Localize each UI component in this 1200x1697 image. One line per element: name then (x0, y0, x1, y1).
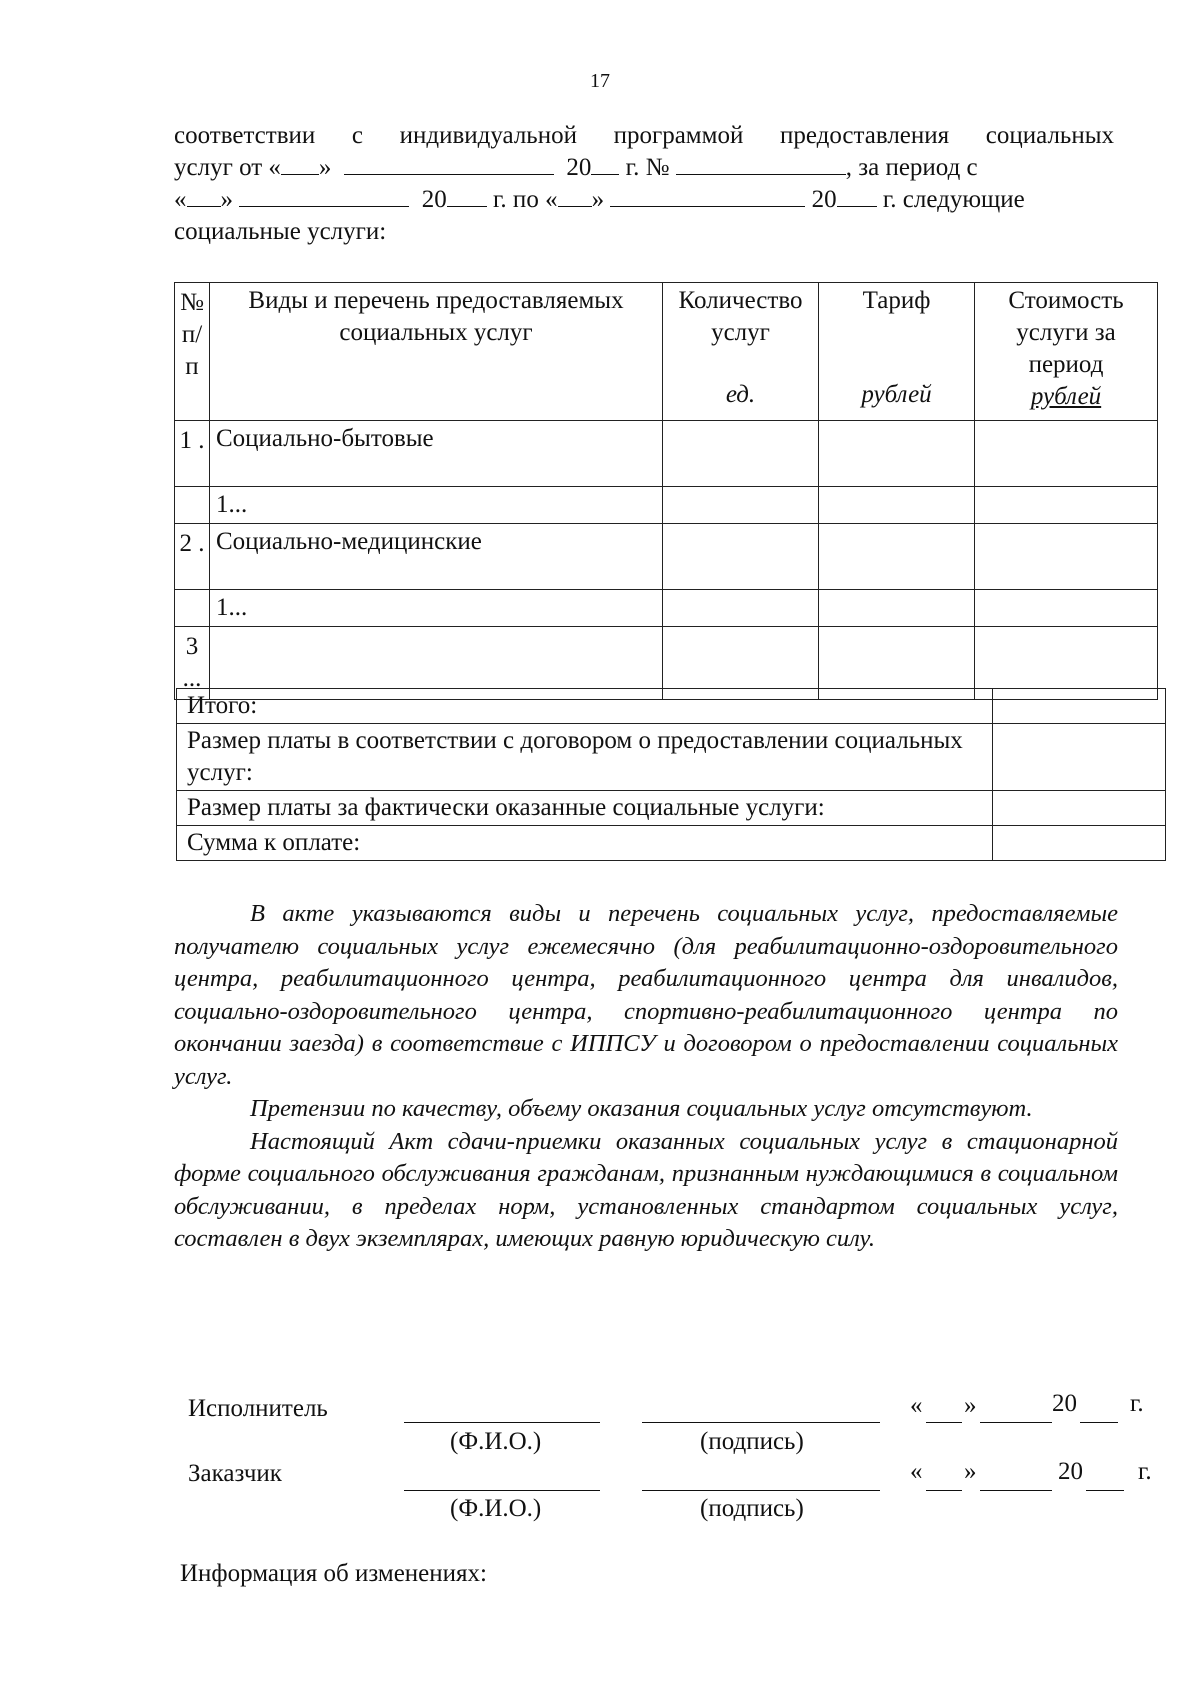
executor-label: Исполнитель (188, 1395, 328, 1422)
note-paragraph-1: В акте указываются виды и перечень социальных услуг, предоставляемые получателю социальных услуг ежемесячно (для реабилитационно-оздоровительного центра, реабилитационного центра, реабилитационного центра для инвалидов, социально-оздоровительного центра, спортивно-реабилитационного центра по окончании заезда) в соответствие с ИППСУ и договором о предоставлении социальных услуг. (174, 900, 1118, 1090)
executor-signature-line (642, 1422, 880, 1423)
table-row (175, 421, 1158, 487)
intro-text: г. по « (493, 186, 558, 213)
intro-text: 20 (566, 154, 592, 181)
row-no: 2 . (175, 524, 210, 590)
row-qty (663, 590, 819, 627)
row-kind: Социально-бытовые (210, 421, 663, 487)
table-row (175, 590, 1158, 627)
intro-text: , за период с (845, 154, 978, 181)
header-cost-unit: рублей (1030, 383, 1102, 410)
totals-row (177, 689, 1166, 724)
blank-day (281, 152, 319, 175)
intro-line-3 (174, 184, 1114, 216)
customer-date-open: « (910, 1458, 923, 1485)
header-qty-unit: ед. (725, 381, 756, 408)
header-no: № п/п (175, 283, 210, 421)
customer-fio-caption: (Ф.И.О.) (450, 1495, 542, 1522)
totals-row (177, 724, 1166, 791)
header-qty (663, 283, 819, 421)
customer-year-prefix: 20 (1058, 1458, 1083, 1485)
row-qty (663, 487, 819, 524)
customer-year-suffix: г. (1138, 1458, 1152, 1485)
executor-year-suffix: г. (1130, 1390, 1144, 1417)
blank-year (447, 184, 487, 207)
totals-row (177, 791, 1166, 826)
totals-sum-value (993, 826, 1166, 861)
row-tariff (819, 524, 975, 590)
customer-year-line (1086, 1490, 1124, 1491)
header-cost-label: Стоимость услуги за период (1008, 287, 1124, 378)
intro-text: » (591, 186, 605, 213)
totals-table (176, 688, 1166, 861)
executor-fio-caption: (Ф.И.О.) (450, 1428, 542, 1455)
row-cost (975, 487, 1158, 524)
row-qty (663, 524, 819, 590)
blank-month (610, 184, 805, 207)
row-tariff (819, 421, 975, 487)
customer-signature-line (642, 1490, 880, 1491)
header-qty-label: Количество услуг (678, 287, 803, 346)
services-table (174, 282, 1158, 700)
changes-info: Информация об изменениях: (180, 1560, 487, 1587)
page-number: 17 (590, 70, 610, 92)
header-kind: Виды и перечень предоставляемых социальных услуг (210, 283, 663, 421)
row-no (175, 487, 210, 524)
intro-text: 20 (421, 186, 447, 213)
row-kind: 1... (210, 487, 663, 524)
blank-day (558, 184, 592, 207)
executor-date-month-line (980, 1422, 1052, 1423)
row-cost (975, 421, 1158, 487)
executor-date-day-line (926, 1422, 962, 1423)
intro-text: » (318, 154, 332, 181)
header-tariff (819, 283, 975, 421)
customer-signature-caption: (подпись) (700, 1495, 804, 1522)
note-paragraph-3: Настоящий Акт сдачи-приемки оказанных социальных услуг в стационарной форме социального обслуживания гражданам, признанным нуждающимися в социальном обслуживании, в пределах норм, установленных стандартом социальных услуг, составлен в двух экземплярах, имеющих равную юридическую силу. (174, 1127, 1118, 1252)
intro-paragraph (174, 120, 1114, 248)
intro-text: 20 (811, 186, 837, 213)
executor-date-open: « (910, 1392, 923, 1419)
totals-row (177, 826, 1166, 861)
blank-number (676, 152, 846, 175)
blank-month (239, 184, 409, 207)
header-tariff-label: Тариф (862, 287, 931, 314)
customer-date-day-line (926, 1490, 962, 1491)
blank-year (837, 184, 877, 207)
totals-sum-label: Сумма к оплате: (177, 826, 993, 861)
note-paragraph-2: Претензии по качеству, объему оказания социальных услуг отсутствуют. (250, 1095, 1033, 1122)
blank-month (344, 152, 554, 175)
table-header-row (175, 283, 1158, 421)
row-cost (975, 590, 1158, 627)
header-tariff-unit: рублей (861, 381, 932, 408)
blank-day (187, 184, 221, 207)
executor-signature-caption: (подпись) (700, 1428, 804, 1455)
table-row (175, 487, 1158, 524)
notes-block (174, 898, 1118, 1256)
totals-actual-fee-label: Размер платы за фактически оказанные социальные услуги: (177, 791, 993, 826)
executor-year-line (1080, 1422, 1118, 1423)
intro-text: г. следующие (882, 186, 1025, 213)
intro-line-4: социальные услуги: (174, 218, 387, 245)
customer-label: Заказчик (188, 1460, 282, 1487)
row-cost (975, 524, 1158, 590)
totals-itogo-value (993, 689, 1166, 724)
totals-contract-fee-value (993, 724, 1166, 791)
row-tariff (819, 590, 975, 627)
customer-fio-line (404, 1490, 600, 1491)
intro-text: » (220, 186, 233, 213)
executor-fio-line (404, 1422, 600, 1423)
row-kind: 1... (210, 590, 663, 627)
row-no: 3 ... (175, 627, 210, 700)
intro-text: услуг от « (174, 154, 281, 181)
customer-date-month-line (980, 1490, 1052, 1491)
row-kind: Социально-медицинские (210, 524, 663, 590)
table-row (175, 524, 1158, 590)
intro-line-2 (174, 152, 1114, 184)
intro-line-1: соответствии с индивидуальной программой предоставления социальных (174, 122, 1114, 149)
row-tariff (819, 487, 975, 524)
row-no: 1 . (175, 421, 210, 487)
customer-date-close: » (964, 1458, 977, 1485)
blank-year (591, 152, 619, 175)
executor-date-close: » (964, 1392, 977, 1419)
totals-actual-fee-value (993, 791, 1166, 826)
intro-text: « (174, 186, 187, 213)
header-cost (975, 283, 1158, 421)
intro-text: г. № (625, 154, 670, 181)
totals-itogo-label: Итого: (177, 689, 993, 724)
row-qty (663, 421, 819, 487)
executor-year-prefix: 20 (1052, 1390, 1077, 1417)
row-no (175, 590, 210, 627)
totals-contract-fee-label: Размер платы в соответствии с договором о предоставлении социальных услуг: (177, 724, 993, 791)
